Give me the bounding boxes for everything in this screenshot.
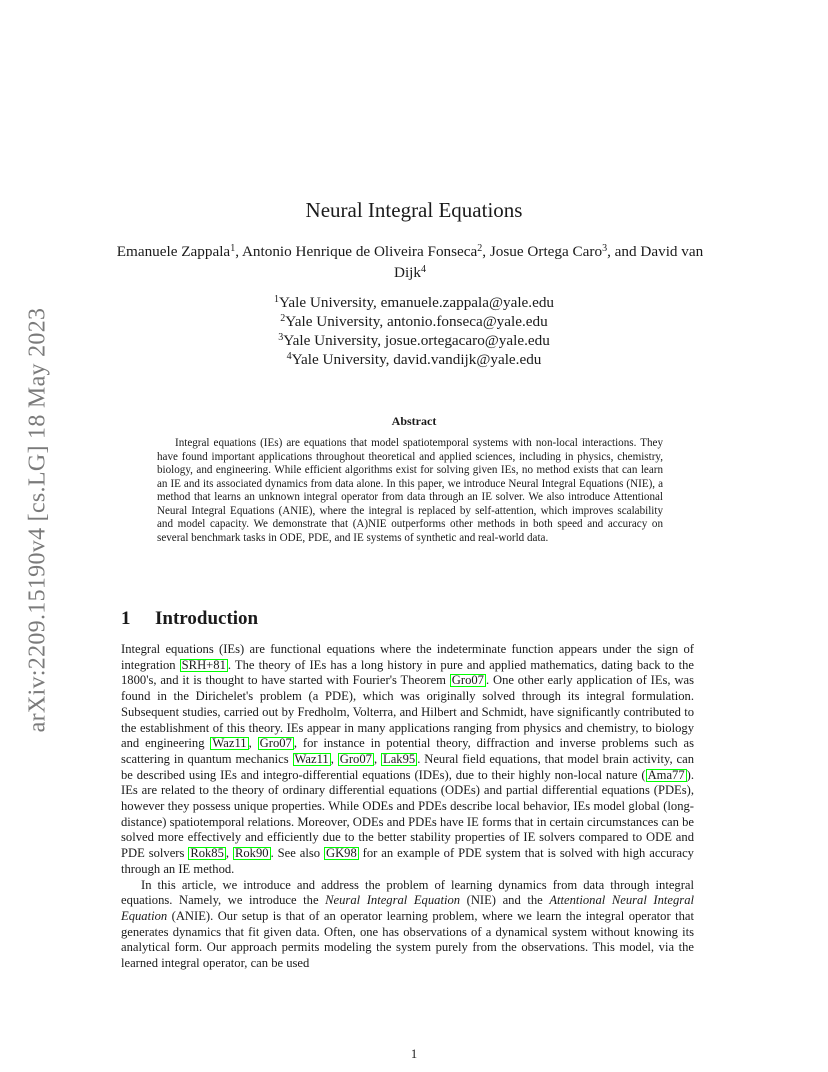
text-run: . Neural field equations, that model brain activity, can be described using IEs and integro-differential equations (IDEs), due to their highly non-local nature ( — [121, 751, 695, 782]
text-run: . One other early application of IEs, was found in the Dirichelet's problem (a PDE), which was originally solved through its integral formulation. Subsequent studies, carried out by Fredholm, Volterra, and Hilbert and Schmidt, have significantly contributed to the establishment of this theory. IEs appear in many applications ranging from physics and chemistry, to biology and engineering — [121, 673, 694, 751]
citation-link[interactable]: SRH+81 — [181, 657, 226, 672]
citation-link[interactable]: Waz11 — [212, 736, 247, 751]
emphasis-term: Attentional Neural Integral Equation — [121, 893, 694, 923]
paragraph — [121, 878, 694, 972]
text-run: , — [330, 751, 338, 766]
text-run: , — [225, 846, 233, 861]
author-name: , and David van Dijk — [393, 243, 704, 281]
affiliation-text: Yale University, david.vandijk@yale.edu — [291, 351, 542, 368]
citation-link[interactable]: Lak95 — [383, 751, 416, 766]
text-run: (NIE) and the — [460, 893, 550, 908]
paper-title: Neural Integral Equations — [305, 198, 523, 222]
text-run: . The theory of IEs has a long history in pure and applied mathematics, dating back to the 1800's, and it is thought to have started with Fourier's Theorem — [121, 657, 694, 688]
text-run: In this article, we introduce and address the problem of learning dynamics from data through integral equations. Namely, we introduce the — [121, 877, 694, 908]
text-run: , — [373, 751, 381, 766]
text-run: , for instance in potential theory, diffraction and inverse problems such as scattering in quantum mechanics — [121, 736, 695, 766]
citation-link[interactable]: Gro07 — [259, 736, 292, 751]
text-run: , — [248, 736, 258, 751]
section-title: Introduction — [155, 608, 259, 629]
citation-link[interactable]: Gro07 — [339, 751, 372, 766]
affiliation-text: Yale University, antonio.fonseca@yale.edu — [285, 313, 548, 330]
affiliation-line — [0, 350, 828, 369]
author-list — [110, 241, 710, 283]
affiliation-index: 3 — [278, 332, 284, 343]
affiliation-line — [0, 293, 828, 312]
arxiv-identifier: arXiv:2209.15190v4 [cs.LG] 18 May 2023 — [24, 307, 51, 733]
author-name: , Josue Ortega Caro — [482, 243, 603, 260]
affiliation-text: Yale University, emanuele.zappala@yale.edu — [278, 294, 555, 311]
citation-link[interactable]: Rok90 — [234, 846, 269, 861]
citation-link[interactable]: Rok85 — [190, 846, 224, 861]
author-index: 4 — [421, 264, 426, 275]
text-run: for an example of PDE system that is solved with high accuracy through an IE method. — [121, 846, 694, 876]
citation-link[interactable]: GK98 — [325, 846, 357, 861]
section-number: 1 — [121, 608, 131, 629]
author-name: , Antonio Henrique de Oliveira Fonseca — [235, 243, 478, 260]
text-run: Integral equations (IEs) are functional equations where the indeterminate function appears under the sign of integration — [121, 642, 694, 672]
page-number: 1 — [410, 1047, 418, 1061]
author-name: Emanuele Zappala — [116, 243, 231, 260]
text-run: . See also — [270, 846, 324, 861]
affiliation-index: 4 — [286, 351, 292, 362]
citation-link[interactable]: Waz11 — [294, 751, 329, 766]
affiliation-list — [0, 293, 828, 369]
paragraph — [121, 642, 694, 878]
abstract-body: Integral equations (IEs) are equations that model spatiotemporal systems with non-local interactions. They have found important applications throughout theoretical and applied sciences, including in physics, chemistry, biology, and engineering. While efficient algorithms exist for solving given IEs, no method exists that can learn an IE and its associated dynamics from data alone. In this paper, we introduce Neural Integral Equations (NIE), a method that learns an unknown integral operator from data through an IE solver. We also introduce Attentional Neural Integral Equations (ANIE), where the integral is replaced by self-attention, which improves scalability and model capacity. We demonstrate that (A)NIE outperforms other methods in both speed and accuracy on several benchmark tasks in ODE, PDE, and IE systems of synthetic and real-world data. — [157, 437, 663, 544]
emphasis-term: Neural Integral Equation — [325, 893, 461, 908]
abstract-heading: Abstract — [391, 414, 437, 428]
main-text — [121, 642, 694, 972]
affiliation-text: Yale University, josue.ortegacaro@yale.edu — [283, 332, 550, 349]
citation-link[interactable]: Ama77 — [647, 767, 685, 782]
text-run: (ANIE). Our setup is that of an operator learning problem, where we learn the integral operator that generates dynamics that fit given data. Often, one has observations of a dynamical system without knowing its analytical form. Our approach permits modeling the system purely from the observations. This model, via the learned integral operator, can be used — [121, 908, 694, 971]
citation-link[interactable]: Gro07 — [451, 673, 484, 688]
affiliation-index: 1 — [273, 294, 279, 305]
author-index: 2 — [477, 243, 483, 254]
section-heading — [121, 608, 258, 630]
author-index: 1 — [230, 243, 236, 254]
affiliation-line — [0, 312, 828, 331]
affiliation-line — [0, 331, 828, 350]
affiliation-index: 2 — [280, 313, 286, 324]
text-run: ). IEs are related to the theory of ordinary differential equations (ODEs) and partial differential equations (PDEs), however they possess unique properties. While ODEs and PDEs describe local behavior, IEs model global (long-distance) spatiotemporal relations. Moreover, ODEs and PDEs have IE forms that in certain circumstances can be solved more effectively and efficiently due to the better stability properties of IE solvers compared to ODE and PDE solvers — [121, 767, 694, 861]
author-index: 3 — [602, 243, 608, 254]
